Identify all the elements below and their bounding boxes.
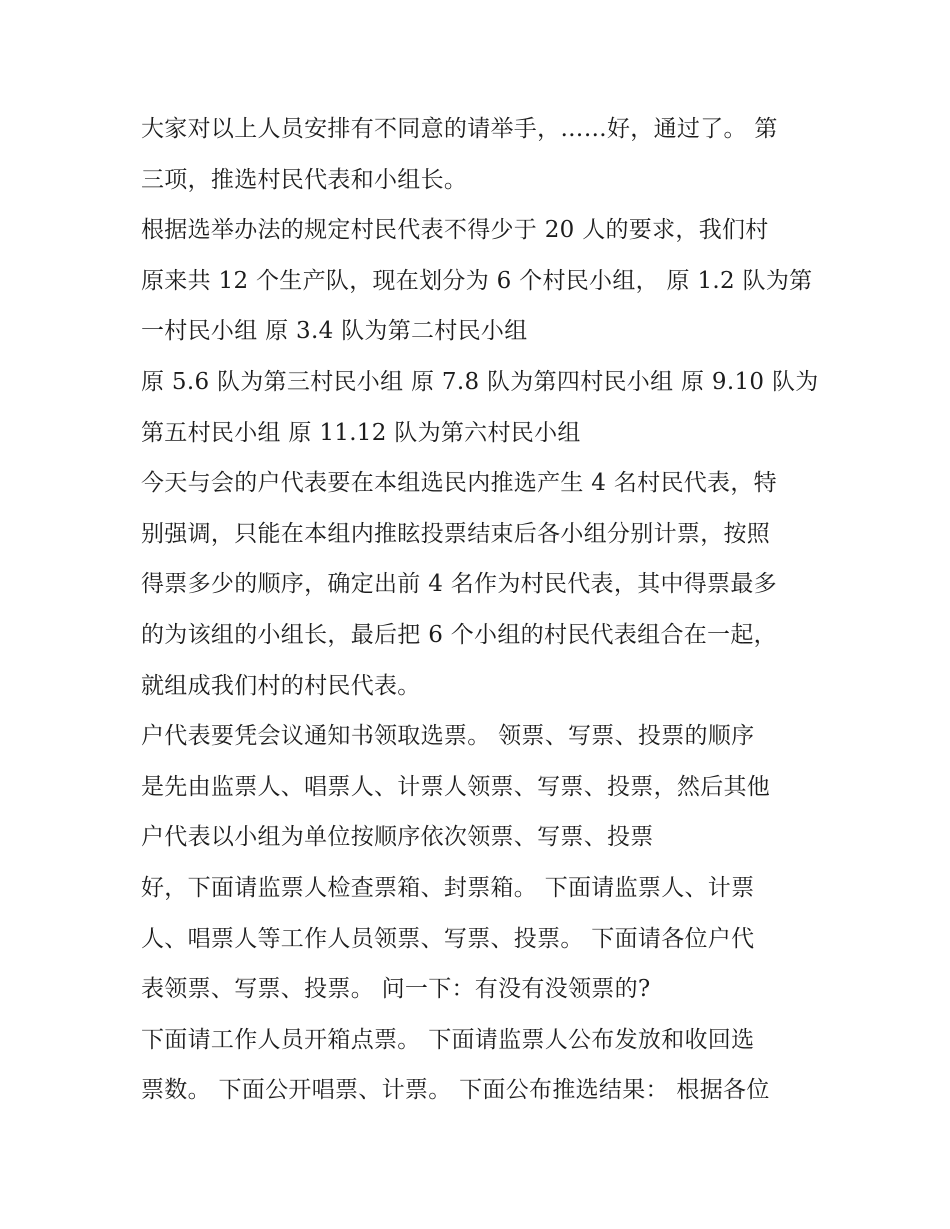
paragraph-3 xyxy=(141,357,821,458)
text-line: 人、唱票人等工作人员领票、写票、投票。 下面请各位户代 xyxy=(141,925,755,952)
text-line: 原来共 12 个生产队，现在划分为 6 个村民小组， 原 1.2 队为第 xyxy=(141,267,813,294)
text-line: 好，下面请监票人检查票箱、封票箱。 下面请监票人、计票 xyxy=(141,874,755,901)
text-line: 是先由监票人、唱票人、计票人领票、写票、投票，然后其他 xyxy=(141,773,771,800)
document-body xyxy=(141,104,821,1116)
paragraph-6 xyxy=(141,863,821,1015)
paragraph-7 xyxy=(141,1015,821,1116)
paragraph-2 xyxy=(141,205,821,357)
paragraph-4 xyxy=(141,458,821,711)
text-line: 大家对以上人员安排有不同意的请举手，……好，通过了。 第 xyxy=(141,116,778,142)
paragraph-1 xyxy=(141,104,821,205)
text-line: 别强调，只能在本组内推眩投票结束后各小组分别计票，按照 xyxy=(141,520,771,547)
paragraph-5 xyxy=(141,711,821,863)
text-line: 一村民小组 原 3.4 队为第二村民小组 xyxy=(141,318,528,345)
text-line: 第五村民小组 原 11.12 队为第六村民小组 xyxy=(141,419,581,446)
text-line: 票数。 下面公开唱票、计票。 下面公布推选结果： 根据各位 xyxy=(141,1077,770,1104)
text-line: 原 5.6 队为第三村民小组 原 7.8 队为第四村民小组 原 9.10 队为 xyxy=(141,368,819,395)
text-line: 表领票、写票、投票。 问一下：有没有没领票的? xyxy=(141,976,651,1003)
text-line: 三项，推选村民代表和小组长。 xyxy=(141,166,468,193)
text-line: 的为该组的小组长，最后把 6 个小组的村民代表组合在一起， xyxy=(141,621,777,648)
text-line: 就组成我们村的村民代表。 xyxy=(141,672,421,699)
text-line: 得票多少的顺序，确定出前 4 名作为村民代表，其中得票最多 xyxy=(141,571,777,598)
text-line: 根据选举办法的规定村民代表不得少于 20 人的要求，我们村 xyxy=(141,217,769,244)
text-line: 今天与会的户代表要在本组选民内推选产生 4 名村民代表，特 xyxy=(141,470,777,497)
text-line: 户代表以小组为单位按顺序依次领票、写票、投票 xyxy=(141,824,654,851)
text-line: 户代表要凭会议通知书领取选票。 领票、写票、投票的顺序 xyxy=(141,723,755,750)
text-line: 下面请工作人员开箱点票。 下面请监票人公布发放和收回选 xyxy=(141,1026,755,1053)
